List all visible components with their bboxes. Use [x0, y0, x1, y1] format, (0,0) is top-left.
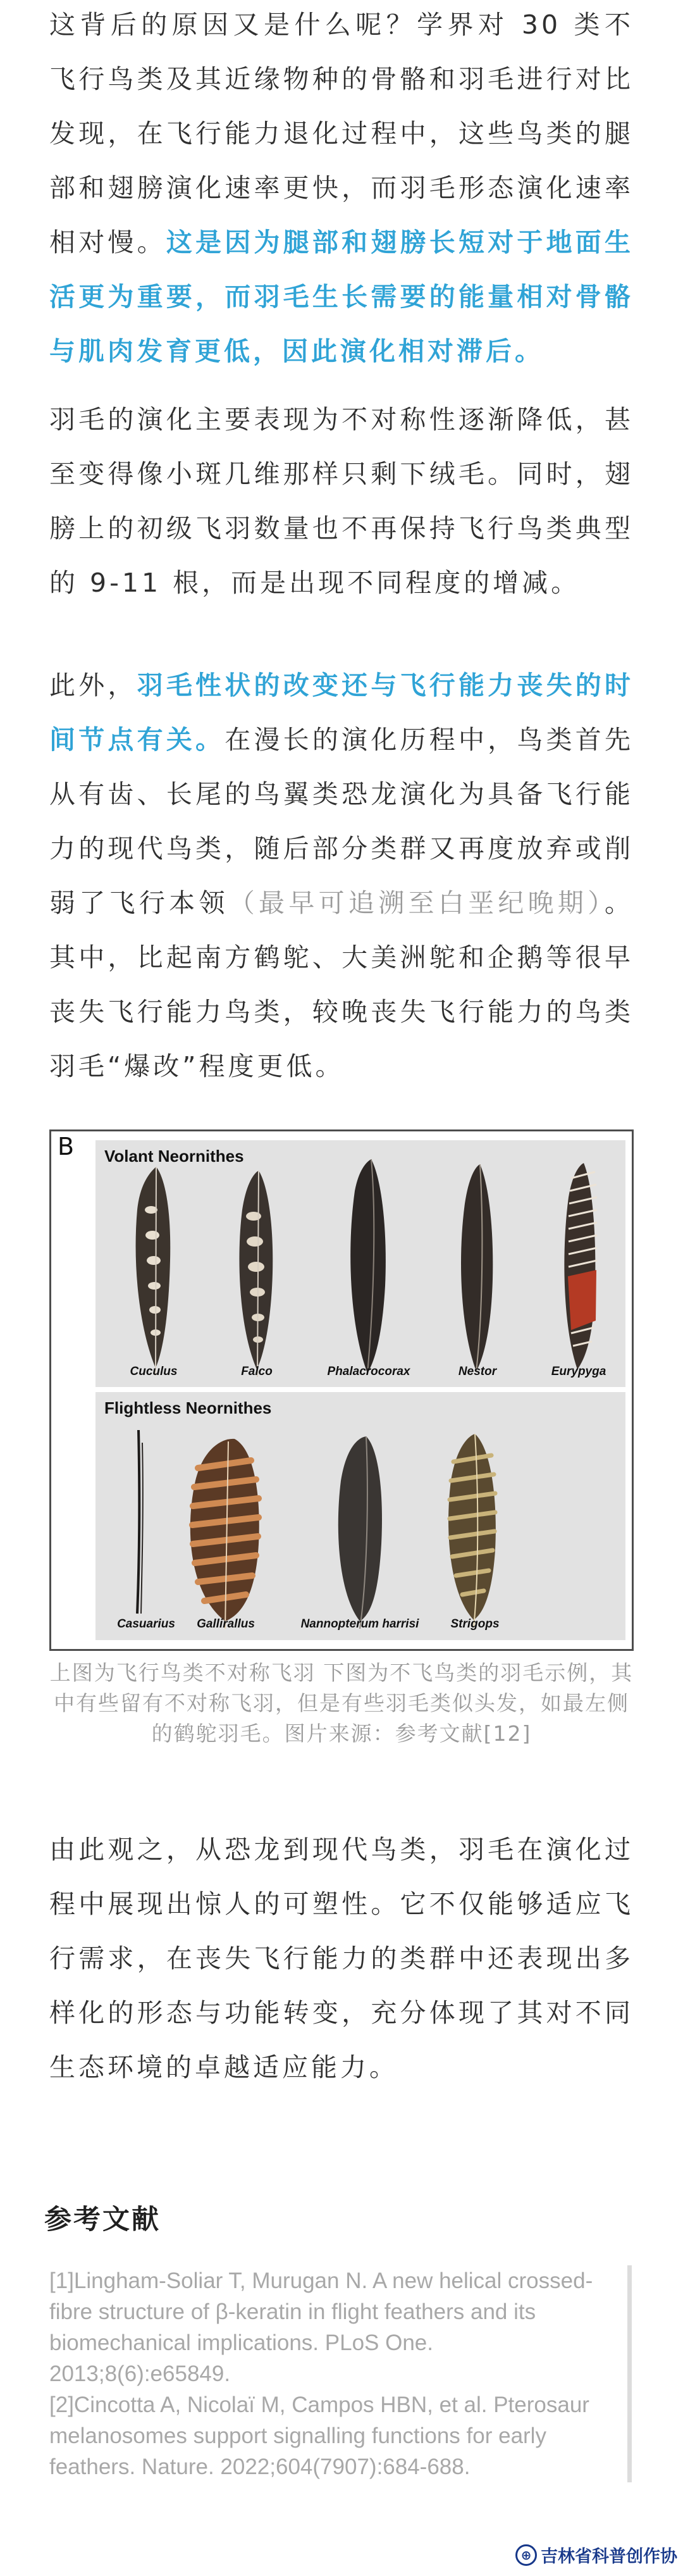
label-cuculus: Cuculus	[130, 1365, 178, 1378]
watermark	[515, 2542, 677, 2567]
label-gallirallus: Gallirallus	[197, 1617, 255, 1631]
feather-nestor	[461, 1164, 493, 1371]
references-title: 参考文献	[44, 2204, 161, 2236]
feather-cuculus	[136, 1167, 171, 1376]
paragraph-4	[49, 1822, 634, 2094]
paragraph-3-lead: 此外，	[49, 670, 137, 700]
figure-caption: 上图为飞行鸟类不对称飞羽 下图为不飞鸟类的羽毛示例，其中有些留有不对称飞羽，但是有些羽毛类似头发，如最左侧的鹤鸵羽毛。图片来源：参考文献[12]	[49, 1660, 634, 1746]
paragraph-3-text: 在漫长的演化历程中，鸟类首先从有齿、长尾的鸟翼类恐龙演化为具备飞行能力的现代鸟类，随后部分类群又再度放弃或削弱了飞行本领	[49, 725, 634, 918]
label-strigops: Strigops	[450, 1617, 500, 1631]
reference-item: [1]Lingham-Soliar T, Murugan N. A new helical crossed-fibre structure of β-keratin in flight feathers and its biomechanical implications. PLoS One. 2013;8(6):e65849.	[49, 2268, 593, 2386]
feather-strigops	[448, 1434, 496, 1627]
paragraph-4-text: 由此观之，从恐龙到现代鸟类，羽毛在演化过程中展现出惊人的可塑性。它不仅能够适应飞行需求，在丧失飞行能力的类群中还表现出多样化的形态与功能转变，充分体现了其对不同生态环境的卓越适应能力。	[49, 1834, 634, 2082]
references-list	[49, 2265, 632, 2482]
paragraph-1	[49, 0, 634, 378]
watermark-logo-icon: ⊕	[515, 2544, 537, 2566]
paragraph-1-highlight: 这是因为腿部和翅膀长短对于地面生活更为重要，而羽毛生长需要的能量相对骨骼与肌肉发育更低，因此演化相对滞后。	[49, 227, 634, 366]
label-phalacrocorax: Phalacrocorax	[327, 1365, 410, 1378]
paragraph-3-note: （最早可追溯至白垩纪晚期）	[228, 888, 605, 918]
paragraph-2	[49, 392, 634, 610]
feather-nannopterum	[338, 1436, 382, 1629]
feather-phalacrocorax	[350, 1159, 386, 1373]
flightless-panel-title: Flightless Neornithes	[104, 1398, 272, 1417]
paragraph-3-highlight: 羽毛性状的改变还与飞行能力丧失的时间节点有关。	[49, 670, 634, 755]
panel-letter: B	[58, 1133, 75, 1160]
flightless-panel	[95, 1392, 625, 1640]
label-falco: Falco	[241, 1365, 273, 1378]
label-casuarius: Casuarius	[117, 1617, 175, 1631]
feather-eurypyga	[564, 1163, 597, 1369]
paragraph-3	[49, 658, 634, 1093]
volant-panel	[95, 1140, 625, 1387]
paragraph-2-text: 羽毛的演化主要表现为不对称性逐渐降低，甚至变得像小斑几维那样只剩下绒毛。同时，翅膀上的初级飞羽数量也不再保持飞行鸟类典型的 9-11 根，而是出现不同程度的增减。	[49, 404, 634, 598]
volant-panel-title: Volant Neornithes	[104, 1147, 244, 1166]
volant-feathers	[95, 1140, 625, 1387]
feather-figure	[49, 1129, 634, 1651]
feather-casuarius	[137, 1430, 143, 1614]
label-eurypyga: Eurypyga	[551, 1365, 606, 1378]
label-nannopterum-harrisi: Nannopterum harrisi	[300, 1617, 419, 1631]
reference-item: [2]Cincotta A, Nicolaï M, Campos HBN, et al. Pterosaur melanosomes support signalling functions for early feathers. Nature. 2022;604(7907):684-688.	[49, 2392, 589, 2479]
flightless-feathers	[95, 1392, 625, 1640]
watermark-text: 吉林省科普创作协	[541, 2547, 677, 2567]
paragraph-1-text: 这背后的原因又是什么呢？学界对 30 类不飞行鸟类及其近缘物种的骨骼和羽毛进行对比发现，在飞行能力退化过程中，这些鸟类的腿部和翅膀演化速率更快，而羽毛形态演化速率相对慢。	[49, 9, 634, 258]
paragraph-3-tail: 。其中，比起南方鹤鸵、大美洲鸵和企鹅等很早丧失飞行能力鸟类，较晚丧失飞行能力的鸟类羽毛“爆改”程度更低。	[49, 888, 634, 1081]
feather-falco	[239, 1171, 273, 1377]
label-nestor: Nestor	[458, 1365, 497, 1378]
feather-gallirallus	[190, 1439, 259, 1629]
